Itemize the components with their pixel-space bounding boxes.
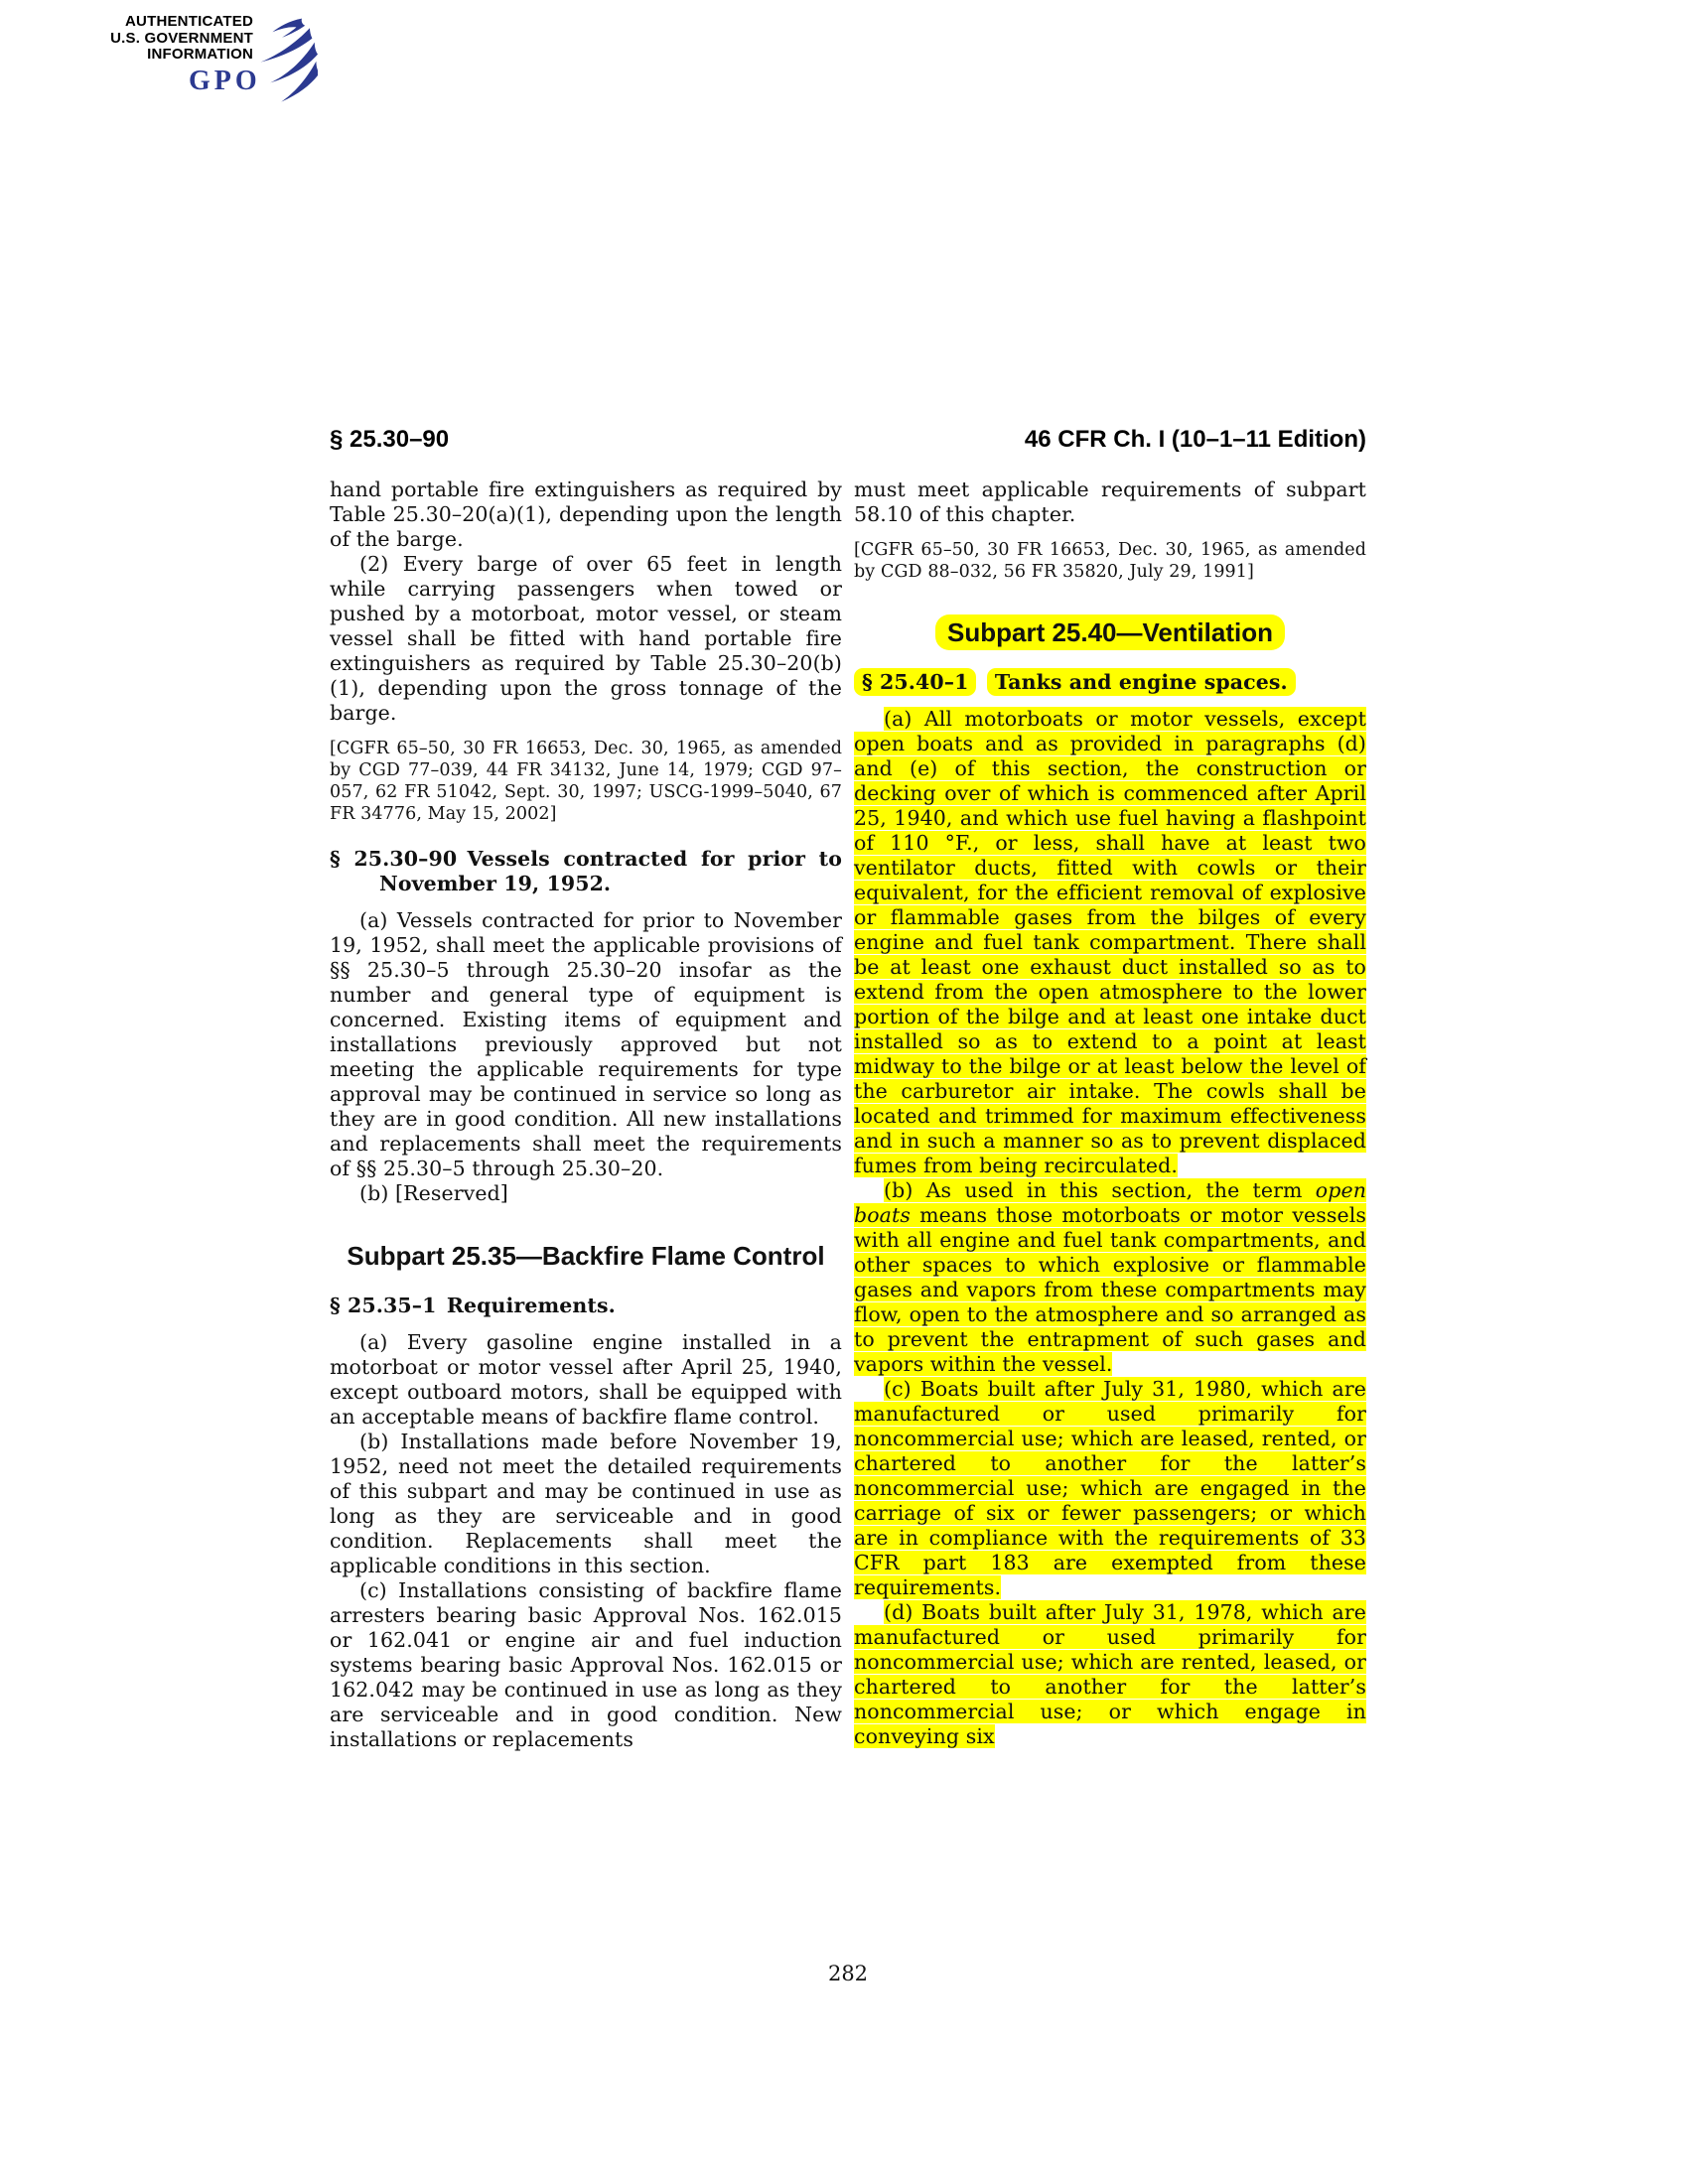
citation: [CGFR 65–50, 30 FR 16653, Dec. 30, 1965, as amended by CGD 88–032, 56 FR 35820, July 29, 1991] bbox=[854, 540, 1366, 582]
section-heading: § 25.30–90 Vessels contracted for prior to November 19, 1952. bbox=[330, 847, 842, 895]
section-heading bbox=[854, 670, 1366, 695]
paragraph: hand portable fire extinguishers as required by Table 25.30–20(a)(1), depending upon the length of the barge. bbox=[330, 478, 842, 551]
paragraph: (a) Every gasoline engine installed in a motorboat or motor vessel after April 25, 1940, except outboard motors, shall be equipped with an acceptable means of backfire flame control. bbox=[330, 1330, 842, 1429]
paragraph: (b) Installations made before November 19, 1952, need not meet the detailed requirements of this subpart and may be continued in use as long as they are serviceable and in good condition. Replacements shall meet the applicable conditions in this section. bbox=[330, 1430, 842, 1577]
paragraph bbox=[854, 1600, 1366, 1749]
highlight: Tanks and engine spaces. bbox=[987, 668, 1296, 696]
section-heading: § 25.35–1 Requirements. bbox=[330, 1294, 616, 1317]
page-number: 282 bbox=[827, 1962, 869, 1985]
running-header bbox=[330, 426, 1366, 454]
right-column bbox=[854, 478, 1366, 1749]
paragraph bbox=[854, 707, 1366, 1178]
highlight: (d) Boats built after July 31, 1978, which are manufactured or used primarily for noncommercial use; which are rented, leased, or chartered to another for the latter’s noncommercial use; or which engage in conveying six bbox=[854, 1600, 1366, 1748]
gpo-wordmark: GPO bbox=[189, 66, 261, 96]
highlight: Subpart 25.40—Ventilation bbox=[935, 614, 1285, 650]
gpo-eagle-icon bbox=[246, 8, 318, 113]
logo-line-information: INFORMATION bbox=[147, 46, 253, 63]
highlight: (a) All motorboats or motor vessels, except open boats and as provided in paragraphs (d) and (e) of this section, the construction or decking over of which is commenced after April 25, 1940, and which use fuel having a flashpoint of 110 °F., or less, shall have at least two ventilator ducts, fitted with cowls or their equivalent, for the efficient removal of explosive or flammable gases from the bilges of every engine and fuel tank compartment. There shall be at least one exhaust duct installed so as to extend from the open atmosphere to the lower portion of the bilge and at least one intake duct installed so as to extend to a point at least midway to the bilge or at least below the level of the carburetor air intake. The cowls shall be located and trimmed for maximum effectiveness and in such a manner so as to prevent displaced fumes from being recirculated. bbox=[854, 707, 1366, 1177]
paragraph bbox=[854, 1377, 1366, 1600]
highlight: (b) As used in this section, the term open boats means those motorboats or motor vessels with all engine and fuel tank compartments, and other spaces to which explosive or flammable gases and vapors from these compartments may flow, open to the atmosphere and so arranged as to prevent the entrapment of such gases and vapors within the vessel. bbox=[854, 1178, 1366, 1376]
gpo-logo bbox=[109, 6, 338, 120]
paragraph: (c) Installations consisting of backfire flame arresters bearing basic Approval Nos. 162.015 or 162.041 or engine air and fuel induction systems bearing basic Approval Nos. 162.015 or 162.042 may be continued in use as long as they are serviceable and in good condition. New installations or replacements bbox=[330, 1578, 842, 1751]
paragraph: must meet applicable requirements of subpart 58.10 of this chapter. bbox=[854, 478, 1366, 526]
header-section-number: § 25.30–90 bbox=[330, 426, 450, 453]
paragraph: (a) Vessels contracted for prior to November 19, 1952, shall meet the applicable provisions of §§ 25.30–5 through 25.30–20 insofar as the number and general type of equipment is concerned. Existing items of equipment and installations previously approved but not meeting the applicable requirements for type approval may be continued in service so long as they are in good condition. All new installations and replacements shall meet the requirements of §§ 25.30–5 through 25.30–20. bbox=[330, 908, 842, 1180]
paragraph: (2) Every barge of over 65 feet in length while carrying passengers when towed or pushed by a motorboat, motor vessel, or steam vessel shall be fitted with hand portable fire extinguishers as required by Table 25.30–20(b)(1), depending upon the gross tonnage of the barge. bbox=[330, 552, 842, 725]
highlight: (c) Boats built after July 31, 1980, which are manufactured or used primarily for noncommercial use; which are leased, rented, or chartered to another for the latter’s noncommercial use; which are engaged in the carriage of six or fewer passengers; or which are in compliance with the requirements of 33 CFR part 183 are exempted from these requirements. bbox=[854, 1377, 1366, 1599]
logo-line-authenticated: AUTHENTICATED bbox=[125, 13, 253, 30]
left-column bbox=[330, 478, 842, 1752]
header-edition: 46 CFR Ch. I (10–1–11 Edition) bbox=[1024, 426, 1366, 453]
subpart-heading: Subpart 25.35—Backfire Flame Control bbox=[347, 1241, 825, 1271]
logo-line-government: U.S. GOVERNMENT bbox=[110, 29, 253, 47]
highlight: § 25.40–1 bbox=[854, 668, 976, 696]
subpart-heading bbox=[854, 616, 1366, 648]
paragraph bbox=[854, 1178, 1366, 1377]
gpo-logo-text bbox=[109, 14, 253, 64]
paragraph: (b) [Reserved] bbox=[359, 1181, 508, 1205]
citation: [CGFR 65–50, 30 FR 16653, Dec. 30, 1965, as amended by CGD 77–039, 44 FR 34132, June 14, 1979; CGD 97–057, 62 FR 51042, Sept. 30, 1997; USCG-1999–5040, 67 FR 34776, May 15, 2002] bbox=[330, 739, 842, 824]
